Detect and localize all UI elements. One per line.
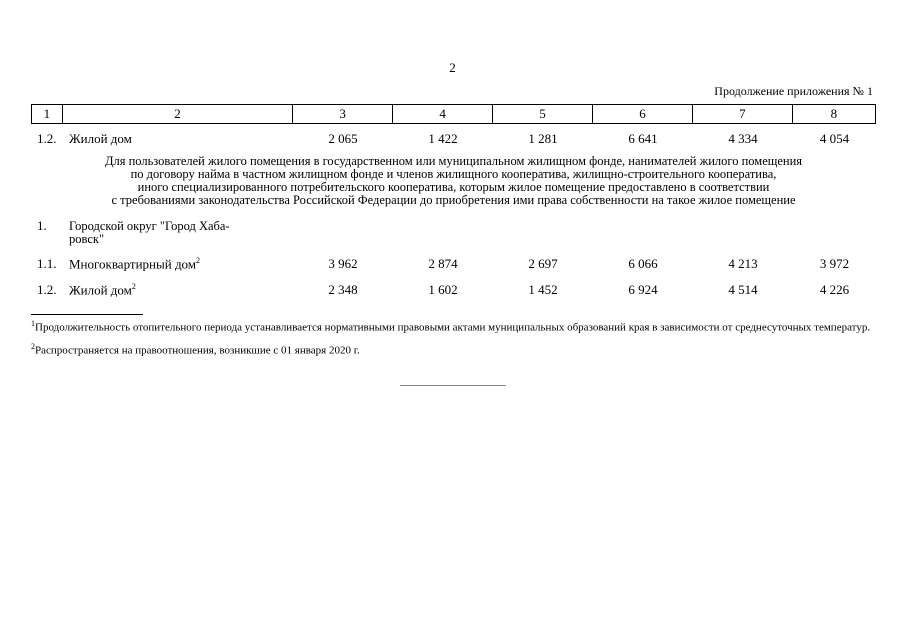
row-value: 3 962 <box>328 256 358 271</box>
table-row <box>31 256 876 274</box>
col-header-4: 4 <box>393 105 493 124</box>
continuation-label: Продолжение приложения № 1 <box>714 84 873 98</box>
col-header-3: 3 <box>293 105 393 124</box>
footnote-text: Продолжительность отопительного периода устанавливается нормативными правовыми актами муниципальных образований края в зависимости от среднесуточных температур. <box>35 321 871 334</box>
footnote-2 <box>31 342 360 357</box>
row-value: 1 281 <box>528 131 558 146</box>
row-value: 2 697 <box>528 256 558 271</box>
col-header-7: 7 <box>692 105 792 124</box>
page-number: 2 <box>449 60 456 75</box>
row-name-text: Многоквартирный дом <box>69 256 197 272</box>
section-name-line: Городской округ "Город Хаба- <box>69 219 230 233</box>
col-header-8: 8 <box>792 105 875 124</box>
col-header-5: 5 <box>493 105 593 124</box>
section-name <box>69 220 230 246</box>
row-value: 1 602 <box>428 282 458 297</box>
row-number: 1.1. <box>37 256 57 271</box>
row-value: 2 065 <box>328 131 358 146</box>
row-value: 4 213 <box>728 256 758 271</box>
row-value: 6 066 <box>628 256 658 271</box>
end-separator <box>400 385 506 386</box>
row-value: 4 514 <box>728 282 758 297</box>
row-value: 1 452 <box>528 282 558 297</box>
row-value: 4 334 <box>728 131 758 146</box>
footnote-ref: 2 <box>196 256 201 265</box>
col-header-6: 6 <box>592 105 692 124</box>
col-header-1: 1 <box>32 105 63 124</box>
row-name: Жилой дом <box>69 131 132 146</box>
row-value: 6 641 <box>628 131 658 146</box>
footnote-ref: 2 <box>131 282 136 291</box>
paragraph-line: по договору найма в частном жилищном фонде и членов жилищного кооператива, жилищно-строительного кооператива, <box>130 167 777 181</box>
row-name-text: Жилой дом <box>69 282 132 298</box>
row-value: 4 226 <box>819 282 850 297</box>
row-value: 1 422 <box>428 131 458 146</box>
section-name-line: ровск" <box>69 232 105 246</box>
row-name <box>69 282 136 298</box>
row-name <box>69 256 200 272</box>
footnote-mark: 1 <box>31 319 35 328</box>
row-value: 6 924 <box>628 282 658 297</box>
section-row <box>31 218 876 248</box>
col-header-2: 2 <box>62 105 292 124</box>
row-number: 1.2. <box>37 131 57 146</box>
row-value: 3 972 <box>819 256 850 271</box>
row-value: 4 054 <box>819 131 850 146</box>
category-paragraph <box>31 155 876 207</box>
table-row <box>31 131 876 149</box>
footnote-1 <box>31 318 876 334</box>
row-value: 2 348 <box>328 282 358 297</box>
column-header-table <box>31 104 876 124</box>
paragraph-line: Для пользователей жилого помещения в государственном или муниципальном жилищном фонде, нанимателей жилого помещения <box>104 154 803 168</box>
paragraph-line: иного специализированного потребительского кооператива, которым жилое помещение предоставлено в соответствии <box>137 180 770 194</box>
footnote-separator <box>31 314 143 315</box>
row-number: 1.2. <box>37 282 57 297</box>
footnote-text: Распространяется на правоотношения, возникшие с 01 января 2020 г. <box>35 344 360 357</box>
row-value: 2 874 <box>428 256 458 271</box>
paragraph-line: с требованиями законодательства Российской Федерации до приобретения ими права собственности на такое жилое помещение <box>111 193 796 207</box>
footnote-mark: 2 <box>31 342 35 351</box>
section-number: 1. <box>37 218 47 233</box>
table-row <box>31 282 876 300</box>
